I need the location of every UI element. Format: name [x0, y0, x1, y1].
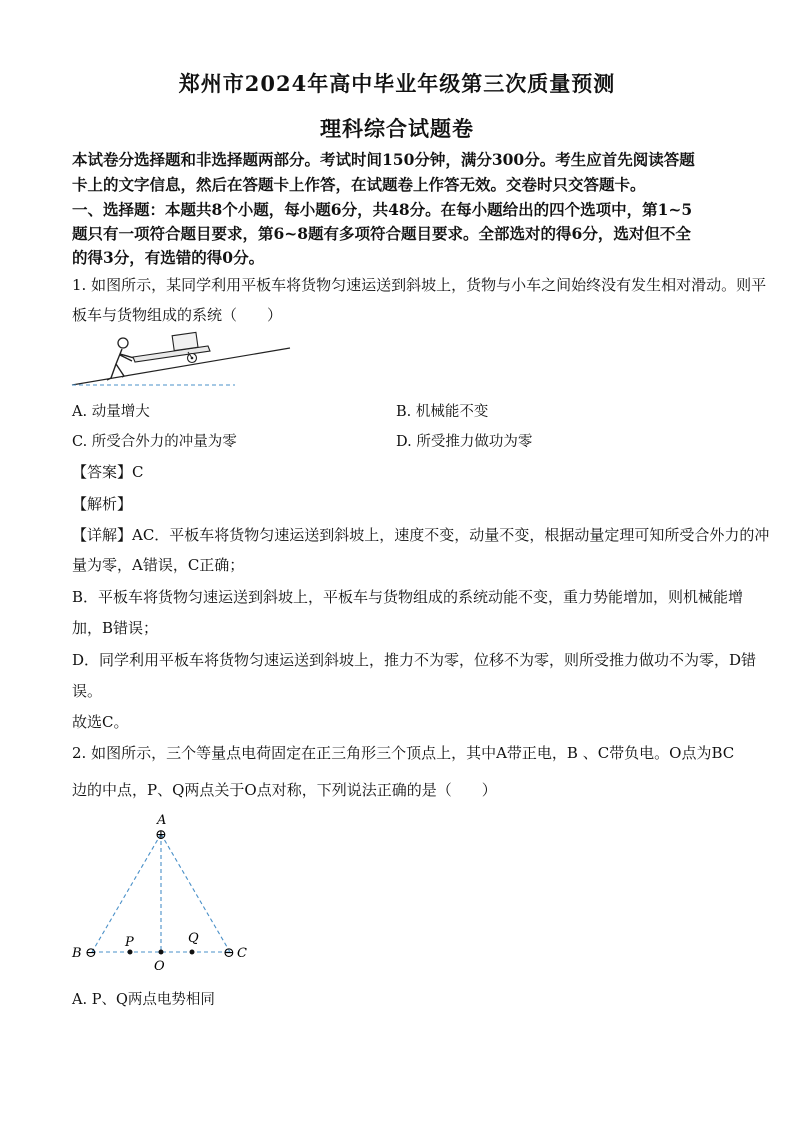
intro-line-1: 本试卷分选择题和非选择题两部分。考试时间150分钟，满分300分。考生应首先阅读答题 [72, 150, 695, 169]
label-c: C [237, 946, 247, 961]
q1-detail-line-6: 误。 [72, 682, 103, 700]
q1-analysis-label: 【解析】 [72, 495, 133, 513]
q2-stem-line-1: 2. 如图所示，三个等量点电荷固定在正三角形三个顶点上，其中A带正电，B 、C带负电。O点为BC [72, 744, 735, 762]
label-p: P [125, 935, 134, 950]
q1-option-c: C. 所受合外力的冲量为零 [72, 434, 237, 450]
q2-stem-line-2: 边的中点，P、Q两点关于O点对称，下列说法正确的是（ ） [72, 781, 497, 799]
label-a: A [157, 813, 167, 828]
q1-detail-line-3: B．平板车将货物匀速运送到斜坡上，平板车与货物组成的系统动能不变，重力势能增加，则机械能增 [72, 588, 744, 606]
charge-c-minus: ⊖ [223, 945, 235, 961]
q1-detail-line-4: 加，B错误； [72, 619, 159, 637]
exam-subtitle: 理科综合试题卷 [320, 116, 474, 141]
label-b: B [72, 946, 82, 961]
charge-b-minus: ⊖ [85, 945, 97, 961]
section-line-3: 的得3分，有选错的得0分。 [72, 248, 265, 267]
section-line-1: 一、选择题：本题共8个小题，每小题6分，共48分。在每小题给出的四个选项中，第1~5 [72, 200, 693, 219]
q2-option-a: A. P、Q两点电势相同 [72, 992, 215, 1008]
q1-detail-line-7: 故选C。 [72, 713, 129, 731]
q1-option-b: B. 机械能不变 [396, 404, 489, 420]
q1-option-a: A. 动量增大 [72, 404, 150, 420]
section-line-2: 题只有一项符合题目要求，第6~8题有多项符合题目要求。全部选对的得6分，选对但不全 [72, 224, 691, 243]
q1-detail-line-1: 【详解】AC．平板车将货物匀速运送到斜坡上，速度不变，动量不变，根据动量定理可知所受合外力的冲 [72, 526, 770, 544]
exam-title: 郑州市2024年高中毕业年级第三次质量预测 [178, 71, 616, 96]
q1-detail-line-5: D．同学利用平板车将货物匀速运送到斜坡上，推力不为零，位移不为零，则所受推力做功不为零，D错 [72, 651, 757, 669]
q1-stem-line-2: 板车与货物组成的系统（ ） [72, 306, 283, 324]
q1-detail-line-2: 量为零，A错误，C正确； [72, 556, 245, 574]
intro-line-2: 卡上的文字信息，然后在答题卡上作答，在试题卷上作答无效。交卷时只交答题卡。 [72, 175, 646, 194]
q1-option-d: D. 所受推力做功为零 [396, 434, 533, 450]
q2-triangle-figure [66, 810, 256, 975]
label-o: O [154, 959, 165, 974]
q1-answer: 【答案】C [72, 463, 144, 481]
q1-cart-figure [70, 328, 295, 390]
label-q: Q [188, 931, 199, 946]
q1-stem-line-1: 1. 如图所示，某同学利用平板车将货物匀速运送到斜坡上，货物与小车之间始终没有发生相对滑动。则平 [72, 276, 767, 294]
charge-a-plus: ⊕ [155, 827, 167, 843]
